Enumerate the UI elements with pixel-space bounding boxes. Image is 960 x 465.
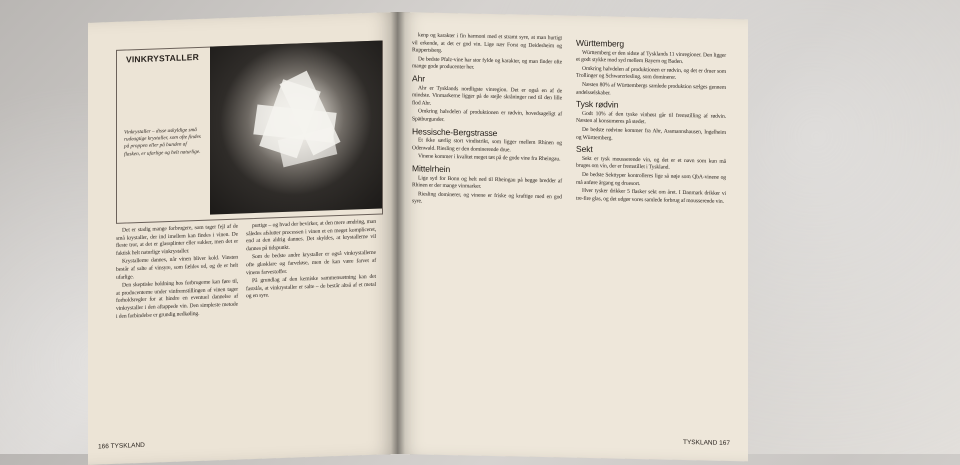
paragraph: Ahr er Tysklands nordligste vinregion. Det er også en af de mindste. Vinmarkerne ligger på de stejle skråninger ned til den lille flod Ahr. bbox=[412, 84, 562, 107]
paragraph: De bedste Pfalz-vine har stor fylde og karakter, og man finder ofte mange gode producenter her. bbox=[412, 56, 562, 71]
paragraph: Krystallerne dannes, når vinen bliver kold. Vinsten består af salte af vinsyre, som fældes ud, og de er helt ufarlige. bbox=[116, 254, 238, 281]
photo-caption: Vinkrystaller – disse uskyldige små rudeagtige krystaller, som ofte findes på proppen eller på bunden af flasken, er ufarlige og helt naturlige. bbox=[124, 127, 201, 158]
right-column-2 bbox=[576, 36, 726, 207]
left-column-2 bbox=[246, 219, 376, 302]
paragraph: Næsten 80% af Württembergs samlede produktion sælges gennem andelsselskaber. bbox=[576, 81, 726, 97]
heading-mittelrhein: Mittelrhein bbox=[412, 163, 451, 174]
paragraph: Omkring halvdelen af produktionen er rødvin, hovedsageligt af Spätburgunder. bbox=[412, 108, 562, 123]
heading-wurttemberg: Württemberg bbox=[576, 37, 625, 49]
paragraph: Det er stadig mange forbrugere, som tager fejl af de små krystaller, der ind imellem kan findes i vinen. De fleste tror, at det er glassplinter eller sukker, men det er faktisk helt naturlige vinkrystaller. bbox=[116, 223, 238, 257]
heading-tysk-rodvin: Tysk rødvin bbox=[576, 98, 619, 110]
paragraph: Vinene kommer i kvalitet meget tæt på de gode vine fra Rheingau. bbox=[418, 153, 561, 163]
paragraph: Godt 10% af den tyske vinhøst går til fremstilling af rødvin. Næsten al konsumeres på stedet. bbox=[576, 110, 726, 126]
right-column-1 bbox=[412, 32, 562, 210]
paragraph: purtige – og hvad der bevirker, at den mere ændring, man således afslutter processen i vinen et en meget kompliceret, end at den aldrig dannes. Det skyldes, at krystallerne vil dannes på tidspunkt. bbox=[246, 218, 376, 253]
heading-sekt: Sekt bbox=[576, 143, 593, 155]
box-title: VINKRYSTALLER bbox=[126, 51, 199, 65]
page-number-right bbox=[683, 439, 730, 447]
paragraph: De bedste Sekttyper kontrolleres lige så nøje som QbA-vinene og må anføre årgang og druesort. bbox=[576, 171, 726, 187]
paragraph: Lige syd for Bonn og helt ned til Rheingau på begge bredder af Rhinen er der mange vinmarker. bbox=[412, 174, 562, 190]
page-number-left bbox=[98, 442, 145, 451]
paragraph: kenp og karakter i fin harmoni med et stramt syre, at man hurtigt vil erkende, at det er god vin. Lige nær Forst og Deidesheim og Ruppertsberg. bbox=[412, 32, 562, 55]
heading-ahr: Ahr bbox=[412, 73, 425, 84]
paragraph: Omkring halvdelen af produktionen er rødvin, og det er druer som Trollinger og Schwarzriesling, som dominerer. bbox=[576, 65, 726, 82]
paragraph: Riesling dominerer, og vinene er friske og kraftige med en god syre. bbox=[412, 191, 562, 205]
left-page bbox=[88, 12, 398, 465]
paragraph: De bedste rødvine kommer fra Ahr, Assmannshausen, Ingelheim og Württemberg. bbox=[576, 126, 726, 142]
left-column-1 bbox=[116, 224, 238, 322]
heading-hessische: Hessische-Bergstrasse bbox=[412, 125, 498, 138]
paragraph: På grundlag af den kemiske sammensætning kan det fastslås, at vinkrystaller er salte – de består altså af et metal og en syre. bbox=[246, 273, 376, 300]
paragraph: Württemberg er den sidste af Tysklands 11 vinregioner. Den ligger et godt stykke mod syd mellem Bayern og Baden. bbox=[576, 49, 726, 66]
page-number: 167 bbox=[719, 439, 730, 447]
open-book bbox=[88, 12, 748, 454]
page-number: 166 bbox=[98, 443, 109, 451]
right-page bbox=[398, 12, 748, 461]
paragraph: Sekt er tysk mousserende vin, og det er et navn som kun må bruges om vin, der er fremstillet i Tyskland. bbox=[576, 155, 726, 172]
running-footer: TYSKLAND bbox=[683, 438, 718, 447]
paragraph: Den skeptiske holdning hos forbrugerne kan føre til, at producenterne under vinfremstillingen af vinen tager forholdsregler for at hindre en eventuel dannelse af vinkrystaller i den aftappede vin. Den simpleste metode i den forbindelse er grundig nedkøling. bbox=[116, 278, 238, 320]
book-gutter bbox=[391, 12, 405, 454]
paragraph: Som de bedste andre krystaller er også vinkrystallerne ofte glasklare og farveløse, men de kan være farvet af vinens farvestoffer. bbox=[246, 250, 376, 276]
running-footer: TYSKLAND bbox=[110, 441, 145, 451]
paragraph: Hver tysker drikker 5 flasker sekt om året. I Danmark drikker vi tre-fire glas, og det udgør vores samlede forbrug af mousserende vin. bbox=[576, 187, 726, 205]
paragraph: Et ikke særlig stort vindistrikt, som ligger mellem Rhinen og Odenwald. Riesling er den dominerende drue. bbox=[412, 137, 562, 154]
crystal-photo bbox=[210, 41, 382, 215]
